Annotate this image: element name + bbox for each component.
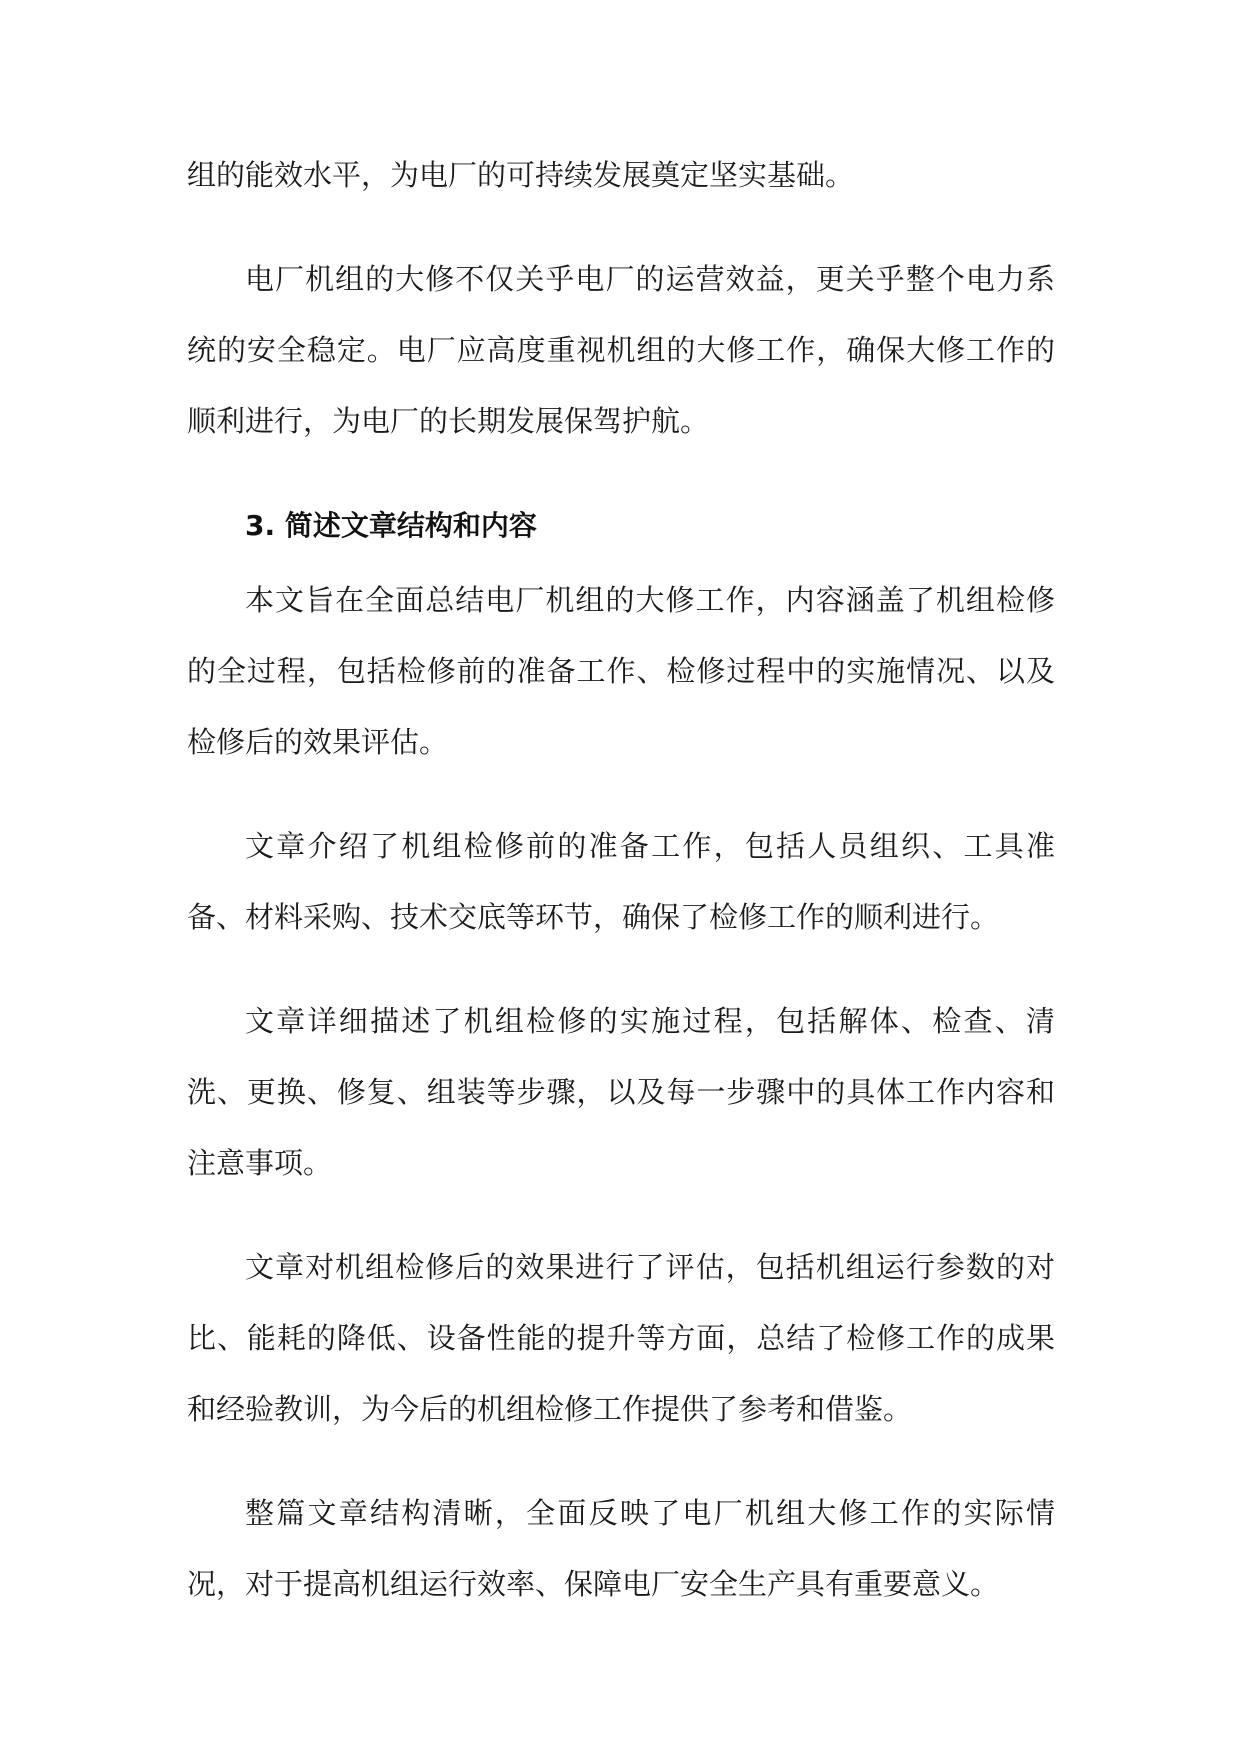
paragraph: 本文旨在全面总结电厂机组的大修工作，内容涵盖了机组检修的全过程，包括检修前的准备工作、检修过程中的实施情况、以及检修后的效果评估。 xyxy=(187,583,1055,759)
paragraph: 文章对机组检修后的效果进行了评估，包括机组运行参数的对比、能耗的降低、设备性能的提升等方面，总结了检修工作的成果和经验教训，为今后的机组检修工作提供了参考和借鉴。 xyxy=(187,1250,1055,1426)
section-heading: 3. 简述文章结构和内容 xyxy=(245,509,537,542)
paragraph-continued: 组的能效水平，为电厂的可持续发展奠定坚实基础。 xyxy=(187,158,855,192)
paragraph: 整篇文章结构清晰，全面反映了电厂机组大修工作的实际情况，对于提高机组运行效率、保障电厂安全生产具有重要意义。 xyxy=(187,1496,1055,1601)
paragraph: 电厂机组的大修不仅关乎电厂的运营效益，更关乎整个电力系统的安全稳定。电厂应高度重视机组的大修工作，确保大修工作的顺利进行，为电厂的长期发展保驾护航。 xyxy=(187,262,1055,438)
document-body xyxy=(187,140,1055,1653)
paragraph: 文章介绍了机组检修前的准备工作，包括人员组织、工具准备、材料采购、技术交底等环节，确保了检修工作的顺利进行。 xyxy=(187,829,1055,934)
paragraph: 文章详细描述了机组检修的实施过程，包括解体、检查、清洗、更换、修复、组装等步骤，以及每一步骤中的具体工作内容和注意事项。 xyxy=(187,1004,1055,1180)
